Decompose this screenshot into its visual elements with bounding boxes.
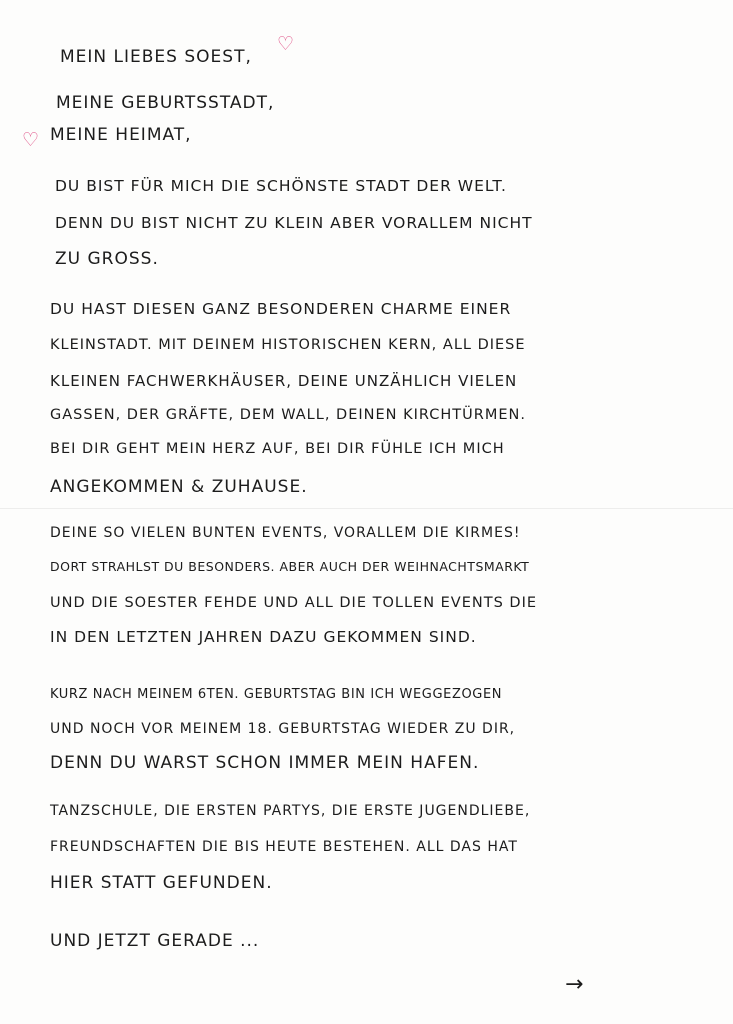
letter-line: HIER STATT GEFUNDEN. [50, 873, 273, 893]
letter-line: DEINE SO VIELEN BUNTEN EVENTS, VORALLEM DIE KIRMES! [50, 525, 521, 541]
letter-line: MEINE HEIMAT, [50, 125, 192, 145]
heart-icon: ♡ [22, 129, 40, 151]
letter-line: UND DIE SOESTER FEHDE UND ALL DIE TOLLEN EVENTS DIE [50, 595, 538, 611]
letter-line: ZU GROSS. [55, 249, 159, 269]
heart-icon: ♡ [277, 33, 295, 55]
letter-line: DU HAST DIESEN GANZ BESONDEREN CHARME EINER [50, 300, 512, 318]
letter-line: KLEINEN FACHWERKHÄUSER, DEINE UNZÄHLICH VIELEN [50, 372, 518, 390]
letter-line: ANGEKOMMEN & ZUHAUSE. [50, 477, 308, 497]
letter-line: UND JETZT GERADE ... [50, 931, 260, 951]
letter-line: TANZSCHULE, DIE ERSTEN PARTYS, DIE ERSTE JUGENDLIEBE, [50, 803, 531, 819]
letter-line: DORT STRAHLST DU BESONDERS. ABER AUCH DER WEIHNACHTSMARKT [50, 559, 530, 574]
letter-line: MEINE GEBURTSSTADT, [56, 93, 275, 113]
letter-line: DENN DU BIST NICHT ZU KLEIN ABER VORALLEM NICHT [55, 214, 533, 232]
letter-line: KLEINSTADT. MIT DEINEM HISTORISCHEN KERN, ALL DIESE [50, 337, 526, 353]
letter-line: MEIN LIEBES SOEST, [60, 47, 252, 67]
letter-line: FREUNDSCHAFTEN DIE BIS HEUTE BESTEHEN. ALL DAS HAT [50, 839, 518, 855]
letter-line: GASSEN, DER GRÄFTE, DEM WALL, DEINEN KIRCHTÜRMEN. [50, 407, 526, 423]
letter-line: UND NOCH VOR MEINEM 18. GEBURTSTAG WIEDER ZU DIR, [50, 721, 516, 737]
paper-fold-line [0, 508, 733, 509]
letter-line: IN DEN LETZTEN JAHREN DAZU GEKOMMEN SIND. [50, 628, 477, 646]
letter-line: BEI DIR GEHT MEIN HERZ AUF, BEI DIR FÜHLE ICH MICH [50, 441, 505, 457]
letter-line: DENN DU WARST SCHON IMMER MEIN HAFEN. [50, 753, 480, 773]
letter-line: KURZ NACH MEINEM 6TEN. GEBURTSTAG BIN ICH WEGGEZOGEN [50, 687, 503, 702]
letter-line: DU BIST FÜR MICH DIE SCHÖNSTE STADT DER WELT. [55, 177, 507, 195]
arrow-right-icon: → [565, 972, 584, 997]
